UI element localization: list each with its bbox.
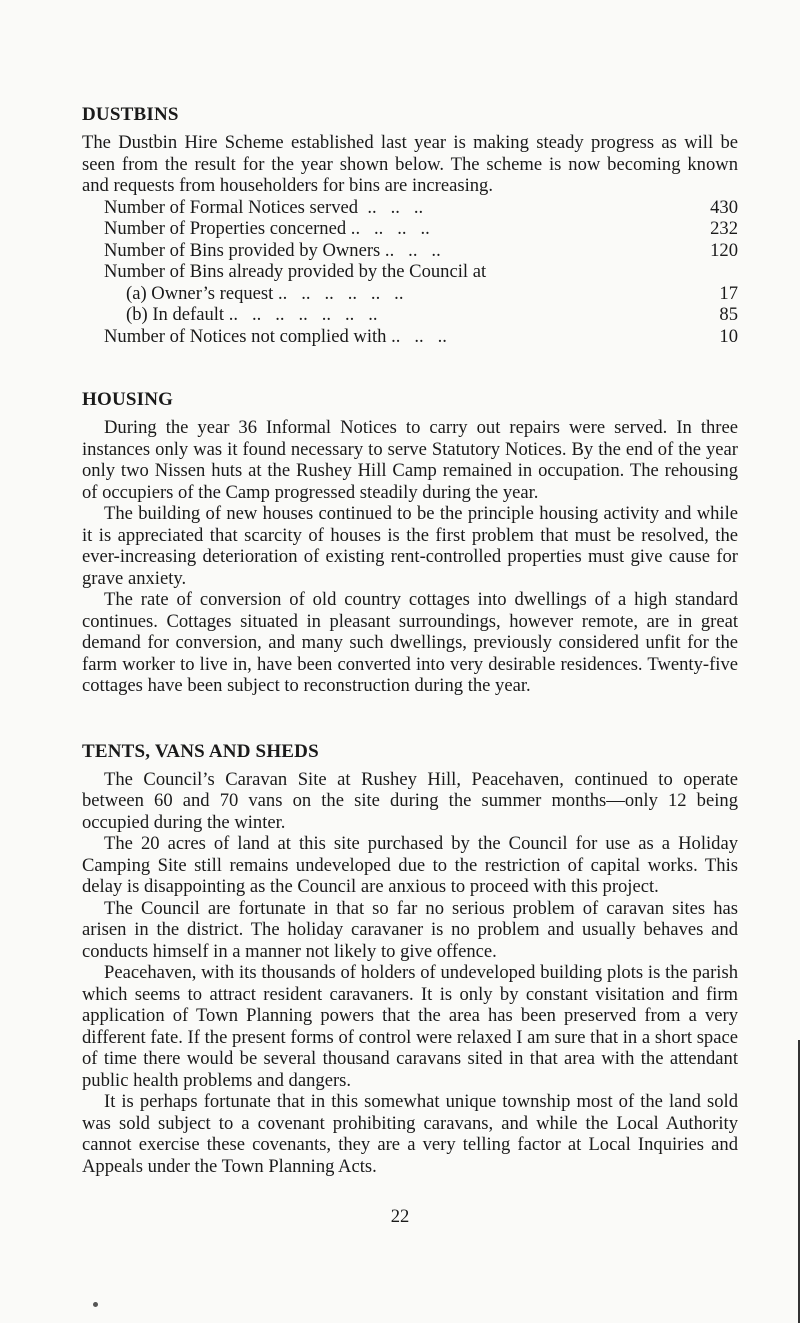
stat-value: 17 — [719, 282, 738, 304]
section-tents-vans-sheds — [82, 741, 738, 1178]
stat-value: 232 — [710, 218, 738, 239]
dustbins-intro: The Dustbin Hire Scheme established last year is making steady progress as will be seen from the result for the year shown below. The scheme is now becoming known and requests from householders for bins are increasing. — [82, 132, 738, 196]
stat-row — [104, 240, 738, 262]
page-number: 22 — [390, 1206, 410, 1227]
stat-value: 430 — [710, 196, 738, 218]
section-heading-tents: TENTS, VANS AND SHEDS — [82, 740, 319, 762]
stat-value — [702, 261, 738, 283]
paragraph: Peacehaven, with its thousands of holders of undeveloped building plots is the parish which seems to attract resident caravaners. It is only by constant visitation and firm application of Town Planning powers that the area has been preserved from a very different fate. If the present forms of control were relaxed I am sure that in a short space of time there would be several thousand caravans sited in that area with the attendant public health problems and dangers. — [82, 962, 738, 1091]
stat-row — [104, 304, 738, 326]
stat-label: Number of Formal Notices served .. .. .. — [104, 196, 424, 218]
scan-speck — [93, 1302, 98, 1307]
paragraph: The rate of conversion of old country cottages into dwellings of a high standard continues. Cottages situated in pleasant surroundings, however remote, are in great demand for conversion, and many such dwellings, previously considered unfit for the farm worker to live in, have been converted into very desirable residences. Twenty-five cottages have been subject to reconstruction during the year. — [82, 589, 738, 696]
paragraph: It is perhaps fortunate that in this somewhat unique township most of the land sold was sold subject to a covenant prohibiting caravans, and while the Local Authority cannot exercise these covenants, they are a very telling factor at Local Inquiries and Appeals under the Town Planning Acts. — [82, 1091, 738, 1177]
stat-row — [104, 197, 738, 219]
stat-label: Number of Properties concerned .. .. .. .. — [104, 218, 430, 239]
document-page — [82, 104, 738, 1177]
paragraph: During the year 36 Informal Notices to carry out repairs were served. In three instances only was it found necessary to serve Statutory Notices. By the end of the year only two Nissen huts at the Rushey Hill Camp remained in occupation. The rehousing of occupiers of the Camp progressed steadily during the year. — [82, 417, 738, 503]
stat-label: Number of Bins provided by Owners .. .. .. — [104, 239, 441, 261]
section-housing — [82, 389, 738, 697]
paragraph: The building of new houses continued to be the principle housing activity and while it is appreciated that scarcity of houses is the first problem that must be resolved, the ever-increasing deterioration of existing rent-controlled properties must give cause for grave anxiety. — [82, 503, 738, 589]
section-dustbins — [82, 104, 738, 347]
stat-value: 120 — [710, 239, 738, 261]
paragraph: The Council are fortunate in that so far no serious problem of caravan sites has arisen in the district. The holiday caravaner is no problem and usually behaves and conducts himself in a manner not likely to give offence. — [82, 897, 738, 962]
stat-value: 85 — [719, 304, 738, 325]
stat-label: (b) In default .. .. .. .. .. .. .. — [126, 304, 378, 325]
paragraph: The Council’s Caravan Site at Rushey Hill, Peacehaven, continued to operate between 60 and 70 vans on the site during the summer months—only 12 being occupied during the winter. — [82, 768, 738, 833]
section-heading-housing: HOUSING — [82, 389, 174, 410]
stat-label: Number of Notices not complied with .. .. .. — [104, 325, 447, 347]
stat-row — [104, 218, 738, 240]
stat-row — [104, 261, 738, 283]
stat-label: Number of Bins already provided by the Council at — [104, 261, 487, 282]
dustbin-stats-table — [82, 197, 738, 348]
paragraph: The 20 acres of land at this site purchased by the Council for use as a Holiday Camping Site still remains undeveloped due to the restriction of capital works. This delay is disappointing as the Council are anxious to proceed with this project. — [82, 833, 738, 897]
stat-row — [104, 326, 738, 348]
stat-label: (a) Owner’s request .. .. .. .. .. .. — [126, 282, 404, 304]
section-heading-dustbins: DUSTBINS — [82, 104, 179, 125]
stat-row — [104, 283, 738, 305]
stat-value: 10 — [719, 325, 738, 347]
